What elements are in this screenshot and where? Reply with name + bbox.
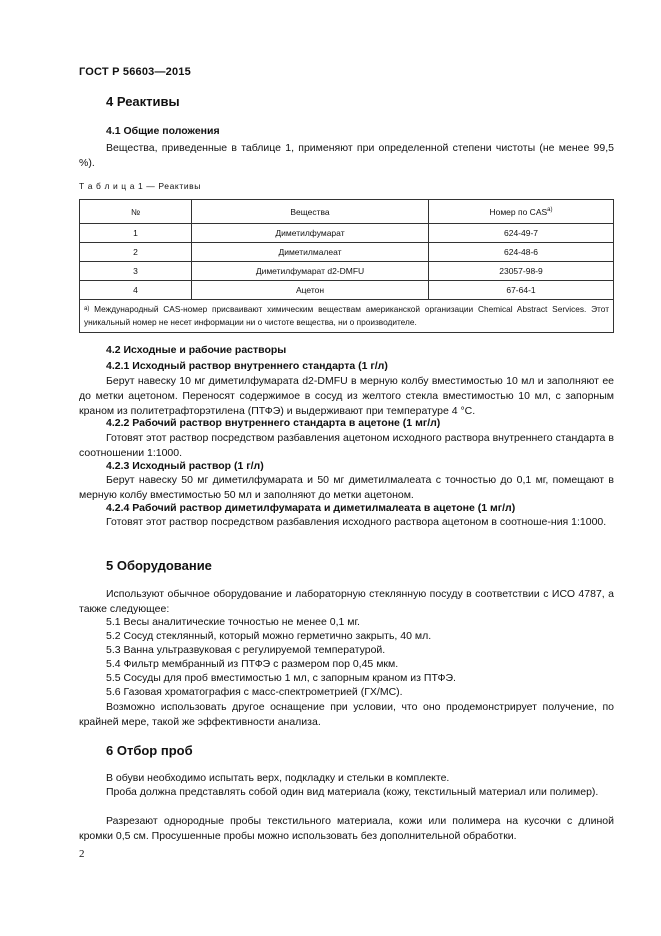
col-header-cas — [429, 200, 614, 224]
col-header-cas-label: Номер по CAS — [489, 206, 548, 217]
section-5-title: 5 Оборудование — [106, 558, 212, 573]
section-6-title: 6 Отбор проб — [106, 743, 193, 758]
table-row — [80, 243, 614, 262]
cell-no: 4 — [80, 281, 192, 300]
section-4-2-title: 4.2 Исходные и рабочие растворы — [106, 344, 287, 356]
table-row — [80, 281, 614, 300]
section-5-intro: Используют обычное оборудование и лабораторную стеклянную посуду в соответствии с ИСО 4787, а также следующее: — [79, 588, 614, 615]
section-6-para-3: Разрезают однородные пробы текстильного материала, кожи или полимера на кусочки с длиной кромки 0,5 см. Просушенные пробы можно использовать без дополнительной обработки. — [79, 815, 614, 842]
cell-no: 2 — [80, 243, 192, 262]
table-caption: Т а б л и ц а 1 — Реактивы — [79, 181, 202, 191]
reagents-table — [79, 199, 614, 333]
cell-no: 3 — [80, 262, 192, 281]
section-4-2-2-title: 4.2.2 Рабочий раствор внутреннего стандарта в ацетоне (1 мг/л) — [106, 417, 441, 429]
section-4-2-1-title: 4.2.1 Исходный раствор внутреннего стандарта (1 г/л) — [106, 360, 388, 372]
section-4-title: 4 Реактивы — [106, 94, 180, 109]
cell-cas: 624-48-6 — [429, 243, 614, 262]
equipment-item: 5.2 Сосуд стеклянный, который можно герметично закрыть, 40 мл. — [106, 630, 432, 642]
section-6-para-1: В обуви необходимо испытать верх, подкладку и стельки в комплекте. — [106, 772, 450, 784]
cell-substance: Диметилмалеат — [192, 243, 429, 262]
cell-cas: 67-64-1 — [429, 281, 614, 300]
section-4-1-title: 4.1 Общие положения — [106, 125, 220, 137]
footnote-marker: а) — [84, 306, 90, 312]
cell-substance: Диметилфумарат — [192, 224, 429, 243]
table-header-row — [80, 200, 614, 224]
section-4-2-1-text: Берут навеску 10 мг диметилфумарата d2-DMFU в мерную колбу вместимостью 10 мл и заполняют ее до метки ацетоном. Переносят содержимое в сосуд из желтого стекла вместимостью 10 мл, с запорным краном из политетрафторэтилена (ПТФЭ) и выдерживают при температуре 4 °C. — [79, 375, 614, 417]
table-row — [80, 262, 614, 281]
section-4-2-2-text: Готовят этот раствор посредством разбавления ацетоном исходного раствора внутреннего стандарта в соотношении 1:1000. — [79, 432, 614, 459]
table-row — [80, 224, 614, 243]
equipment-item: 5.5 Сосуды для проб вместимостью 1 мл, с запорным краном из ПТФЭ. — [106, 672, 456, 684]
cell-cas: 23057-98-9 — [429, 262, 614, 281]
document-id-header: ГОСТ Р 56603—2015 — [79, 66, 191, 78]
section-4-1-text: Вещества, приведенные в таблице 1, применяют при определенной степени чистоты (не менее 99,5 %). — [79, 142, 614, 169]
cell-substance: Диметилфумарат d2-DMFU — [192, 262, 429, 281]
table-note-row — [80, 300, 614, 333]
section-5-outro: Возможно использовать другое оснащение при условии, что оно продемонстрирует получение, по крайней мере, такой же эффективности анализа. — [79, 701, 614, 728]
col-header-no: № — [80, 200, 192, 224]
equipment-item: 5.4 Фильтр мембранный из ПТФЭ с размером пор 0,45 мкм. — [106, 658, 399, 670]
page-number: 2 — [79, 848, 85, 860]
section-4-2-3-title: 4.2.3 Исходный раствор (1 г/л) — [106, 460, 264, 472]
footnote-text: Международный CAS-номер присваивают химическим веществам американской организации Chemical Abstract Services. Этот уникальный номер не несет информации ни о чистоте вещества, ни о производителе. — [84, 304, 609, 327]
table-footnote — [80, 300, 614, 333]
col-header-substance: Вещества — [192, 200, 429, 224]
section-6-para-2: Проба должна представлять собой один вид материала (кожу, текстильный материал или полимер). — [106, 786, 599, 798]
section-4-2-4-text: Готовят этот раствор посредством разбавления исходного раствора ацетоном в соотноше-ния 1:1000. — [106, 516, 607, 528]
equipment-item: 5.3 Ванна ультразвуковая с регулируемой температурой. — [106, 644, 386, 656]
equipment-item: 5.1 Весы аналитические точностью не менее 0,1 мг. — [106, 616, 360, 628]
section-4-2-4-title: 4.2.4 Рабочий раствор диметилфумарата и диметилмалеата в ацетоне (1 мг/л) — [106, 502, 516, 514]
cell-cas: 624-49-7 — [429, 224, 614, 243]
section-4-2-3-text: Берут навеску 50 мг диметилфумарата и 50 мг диметилмалеата с точностью до 0,1 мг, помещают в мерную колбу вместимостью 50 мл и заполняют до метки ацетоном. — [79, 474, 614, 501]
equipment-item: 5.6 Газовая хроматография с масс-спектрометрией (ГХ/МС). — [106, 686, 403, 698]
cell-no: 1 — [80, 224, 192, 243]
cell-substance: Ацетон — [192, 281, 429, 300]
col-header-cas-sup: а) — [547, 206, 553, 213]
